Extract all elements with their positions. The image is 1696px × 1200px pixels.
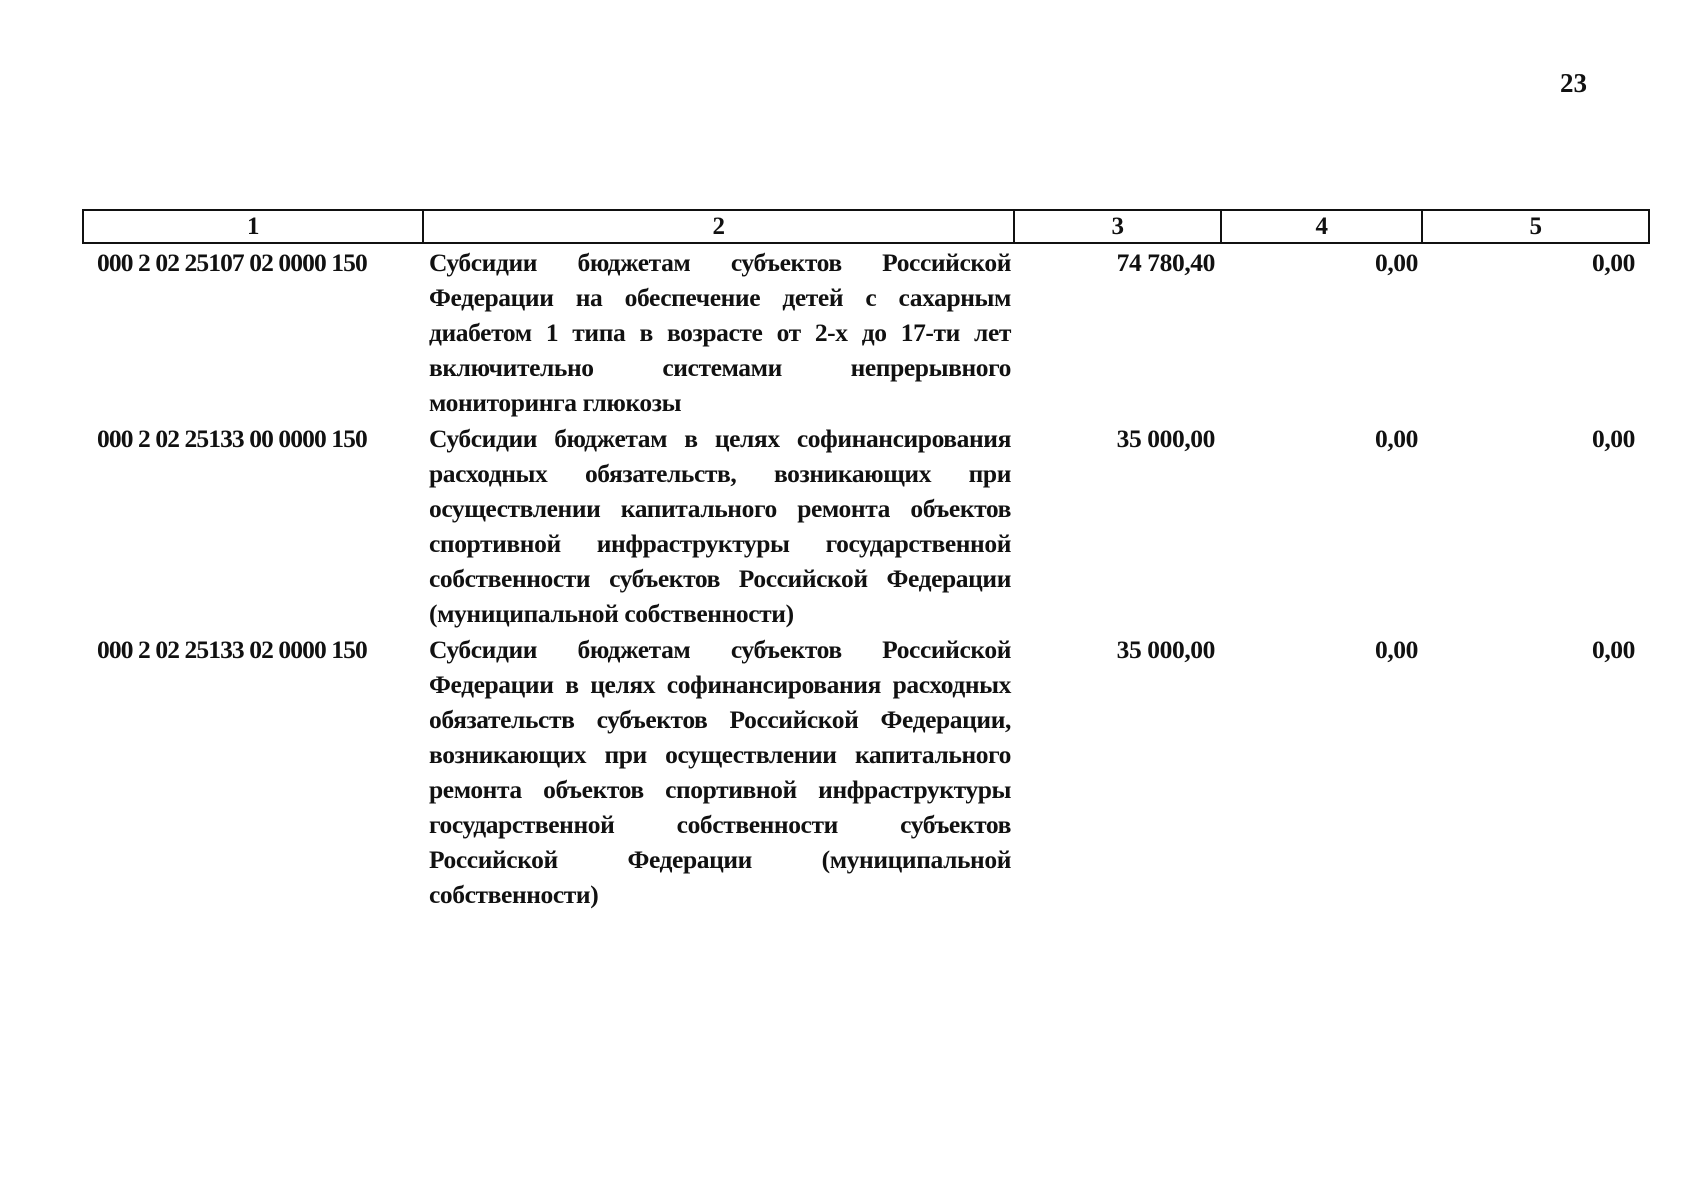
column-header-2: 2: [423, 210, 1014, 243]
amount-column-3: 35 000,00: [1116, 424, 1215, 453]
column-header-1: 1: [83, 210, 423, 243]
budget-code: 000 2 02 25133 00 0000 150: [97, 424, 367, 453]
budget-item-name: Субсидии бюджетам субъектов Российской Федерации на обеспечение детей с сахарным диабетом 1 типа в возрасте от 2-х до 17-ти лет включительно системами непрерывного мониторинга глюкозы: [429, 248, 1011, 417]
budget-item-name: Субсидии бюджетам субъектов Российской Федерации в целях софинансирования расходных обязательств субъектов Российской Федерации, возникающих при осуществлении капитального ремонта объектов спортивной инфраструктуры государственной собственности субъектов Российской Федерации (муниципальной собственности): [429, 635, 1011, 909]
budget-table: [82, 209, 1650, 912]
table-header-row: [83, 210, 1649, 243]
page-number: 23: [1560, 68, 1587, 98]
column-header-5: 5: [1422, 210, 1649, 243]
amount-column-4: 0,00: [1374, 635, 1418, 664]
amount-column-3: 35 000,00: [1116, 635, 1215, 664]
amount-column-4: 0,00: [1374, 424, 1418, 453]
amount-column-5: 0,00: [1591, 248, 1635, 277]
budget-code: 000 2 02 25133 02 0000 150: [97, 635, 367, 664]
column-header-3: 3: [1014, 210, 1221, 243]
amount-column-3: 74 780,40: [1116, 248, 1215, 277]
table-row: [83, 631, 1649, 912]
table-row: [83, 243, 1649, 420]
amount-column-4: 0,00: [1374, 248, 1418, 277]
table-row: [83, 420, 1649, 631]
column-header-4: 4: [1221, 210, 1422, 243]
budget-item-name: Субсидии бюджетам в целях софинансирования расходных обязательств, возникающих при осуществлении капитального ремонта объектов спортивной инфраструктуры государственной собственности субъектов Российской Федерации (муниципальной собственности): [429, 424, 1011, 628]
budget-code: 000 2 02 25107 02 0000 150: [97, 248, 367, 277]
amount-column-5: 0,00: [1591, 424, 1635, 453]
amount-column-5: 0,00: [1591, 635, 1635, 664]
